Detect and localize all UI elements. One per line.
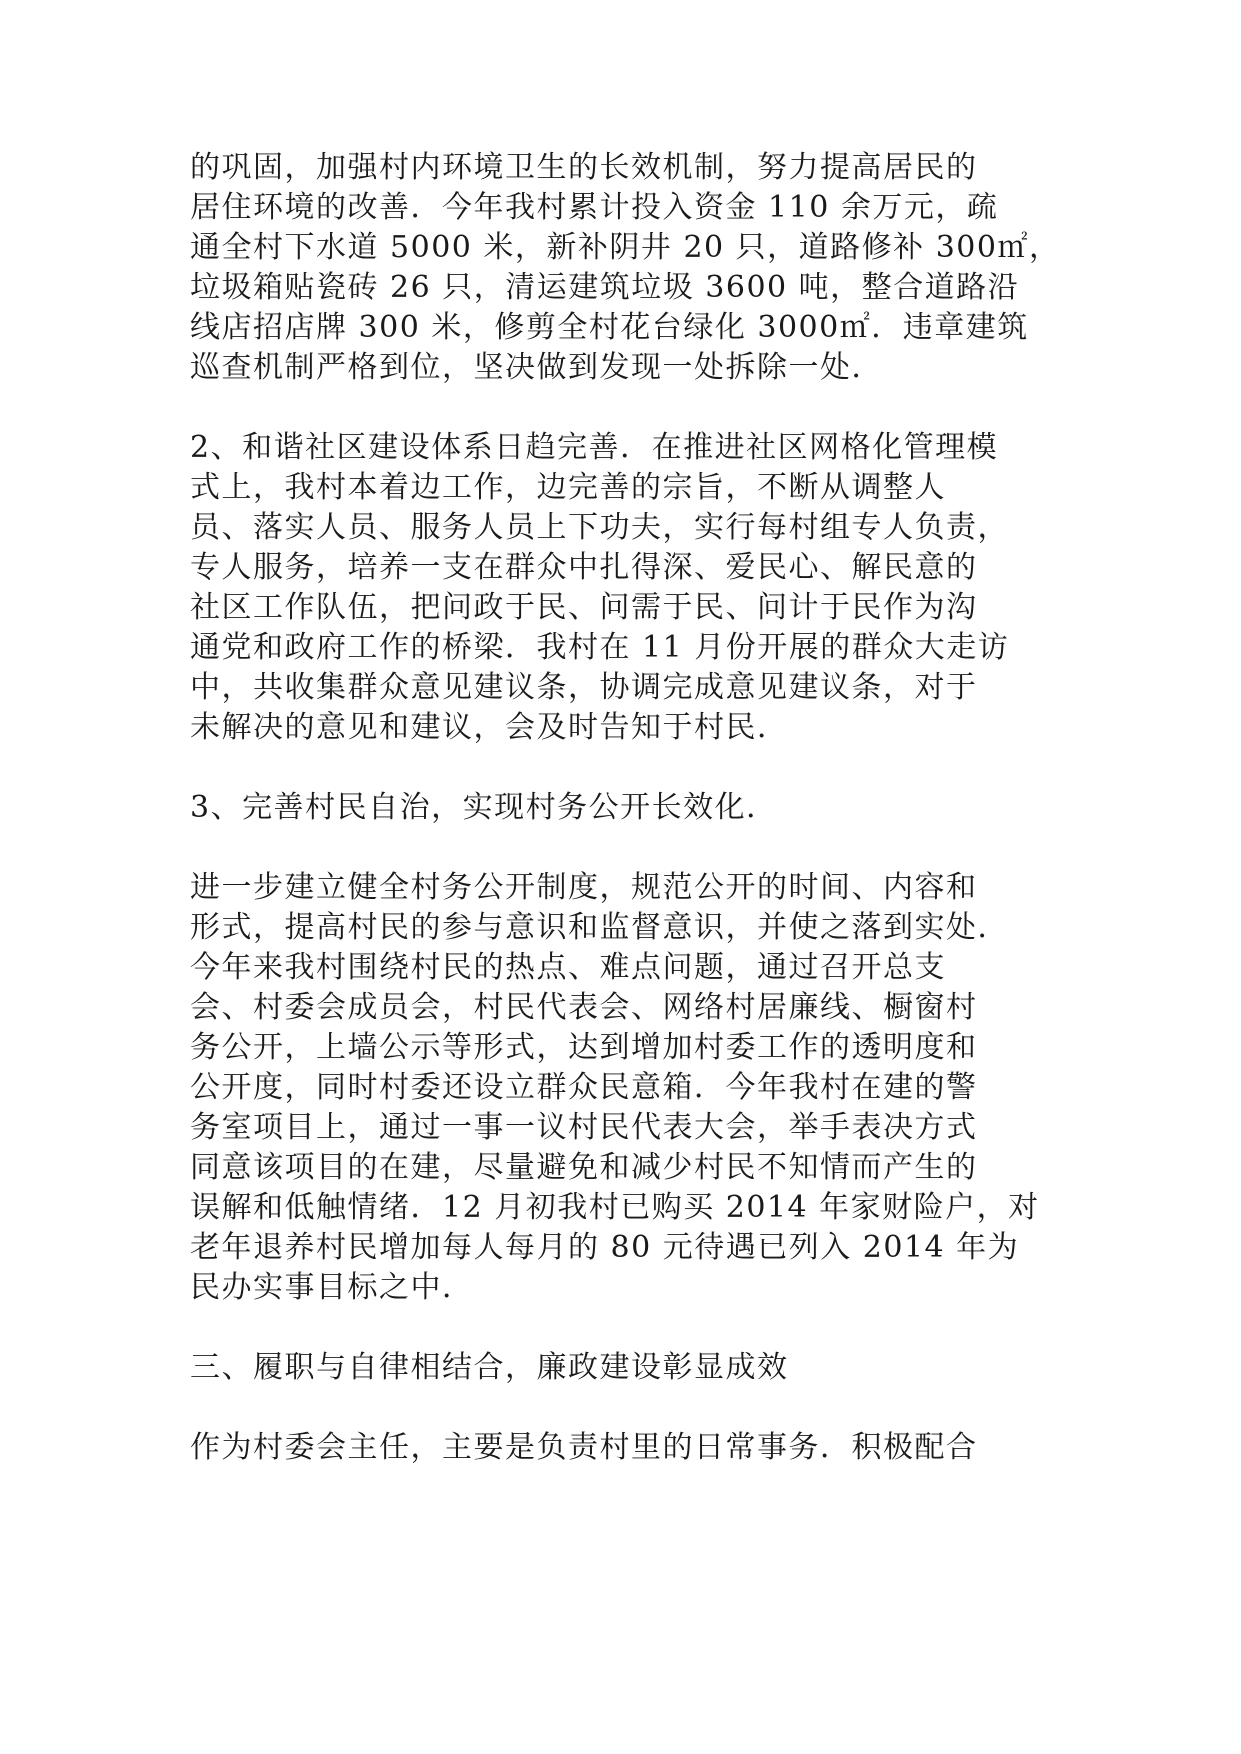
document-body <box>190 148 1060 1468</box>
text-line: 公开度，同时村委还设立群众民意箱．今年我村在建的警 <box>190 1070 978 1105</box>
paragraph-village-affairs <box>190 868 1060 1308</box>
text-line: 进一步建立健全村务公开制度，规范公开的时间、内容和 <box>190 870 978 905</box>
text-line: 通党和政府工作的桥梁．我村在 11 月份开展的群众大走访 <box>190 630 1010 665</box>
paragraph-spacer <box>190 748 1060 788</box>
text-line: 务室项目上，通过一事一议村民代表大会，举手表决方式 <box>190 1110 978 1145</box>
text-line: 2、和谐社区建设体系日趋完善．在推进社区网格化管理模 <box>190 430 999 465</box>
text-line: 务公开，上墙公示等形式，达到增加村委工作的透明度和 <box>190 1030 978 1065</box>
paragraph-community-building <box>190 428 1060 748</box>
text-line: 社区工作队伍，把问政于民、问需于民、问计于民作为沟 <box>190 590 978 625</box>
text-line: 形式，提高村民的参与意识和监督意识，并使之落到实处． <box>190 910 1009 945</box>
text-line: 中，共收集群众意见建议条，协调完成意见建议条，对于 <box>190 670 978 705</box>
paragraph-environment <box>190 148 1060 388</box>
text-line: 巡查机制严格到位，坚决做到发现一处拆除一处． <box>190 350 883 385</box>
text-line: 垃圾箱贴瓷砖 26 只，清运建筑垃圾 3600 吨，整合道路沿 <box>190 270 1020 305</box>
text-line: 的巩固，加强村内环境卫生的长效机制，努力提高居民的 <box>190 150 978 185</box>
heading-line: 3、完善村民自治，实现村务公开长效化． <box>190 790 778 825</box>
paragraph-spacer <box>190 828 1060 868</box>
paragraph-spacer <box>190 1308 1060 1348</box>
text-line: 今年来我村围绕村民的热点、难点问题，通过召开总支 <box>190 950 946 985</box>
text-line: 通全村下水道 5000 米，新补阴井 20 只，道路修补 300㎡， <box>190 230 1061 265</box>
paragraph-spacer <box>190 1388 1060 1428</box>
text-line: 居住环境的改善．今年我村累计投入资金 110 余万元，疏 <box>190 190 999 225</box>
text-line: 未解决的意见和建议，会及时告知于村民． <box>190 710 789 745</box>
text-line: 作为村委会主任，主要是负责村里的日常事务．积极配合 <box>190 1430 978 1465</box>
text-line: 线店招店牌 300 米，修剪全村花台绿化 3000㎡．违章建筑 <box>190 310 1029 345</box>
text-line: 同意该项目的在建，尽量避免和减少村民不知情而产生的 <box>190 1150 978 1185</box>
text-line: 式上，我村本着边工作，边完善的宗旨，不断从调整人 <box>190 470 946 505</box>
paragraph-spacer <box>190 388 1060 428</box>
paragraph-director-role <box>190 1428 1060 1468</box>
section-heading-integrity <box>190 1348 1060 1388</box>
text-line: 专人服务，培养一支在群众中扎得深、爱民心、解民意的 <box>190 550 978 585</box>
text-line: 员、落实人员、服务人员上下功夫，实行每村组专人负责， <box>190 510 1009 545</box>
text-line: 老年退养村民增加每人每月的 80 元待遇已列入 2014 年为 <box>190 1230 1020 1265</box>
heading-line: 三、履职与自律相结合，廉政建设彰显成效 <box>190 1350 789 1385</box>
text-line: 会、村委会成员会，村民代表会、网络村居廉线、橱窗村 <box>190 990 978 1025</box>
section-heading-village-autonomy <box>190 788 1060 828</box>
text-line: 误解和低触情绪．12 月初我村已购买 2014 年家财险户，对 <box>190 1190 1040 1225</box>
text-line: 民办实事目标之中． <box>190 1270 474 1305</box>
